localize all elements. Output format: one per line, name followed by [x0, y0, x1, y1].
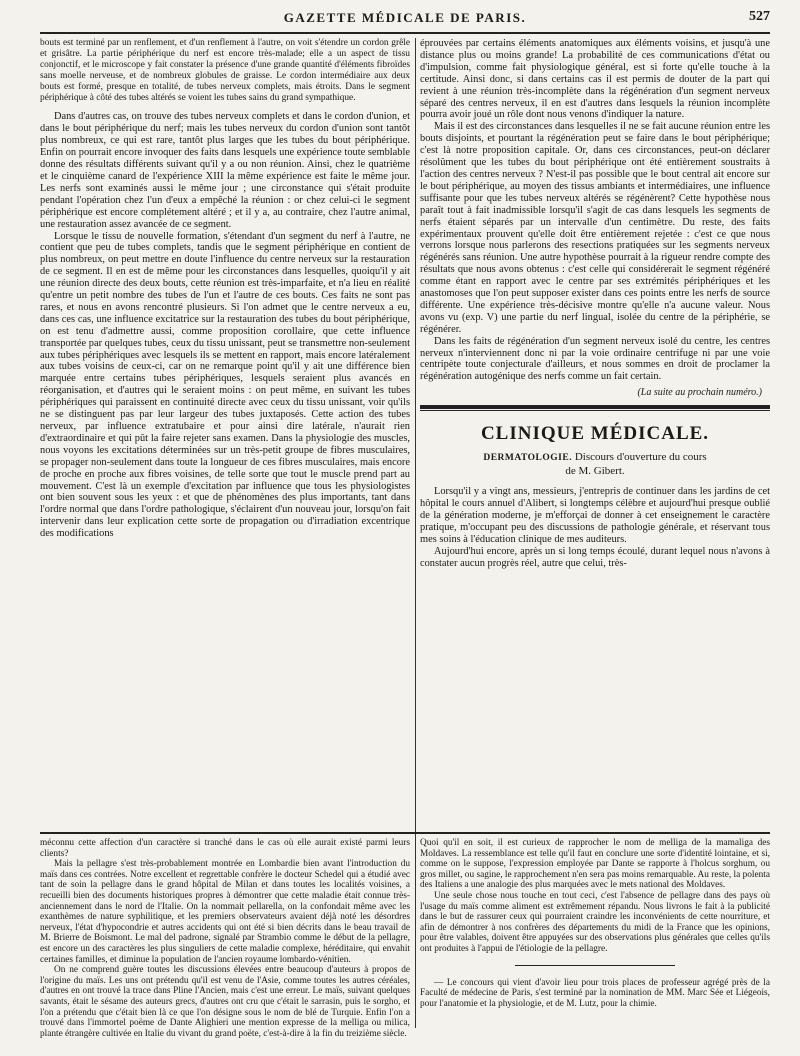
news-item: — Le concours qui vient d'avoir lieu pour trois places de professeur agrégé près de la Faculté de médecine de Paris, s'est terminé par la nomination de MM. Marc Sée et Liégeois, pour l'anatomie et la physiologie, et de M. Lutz, pour la chimie.	[420, 977, 770, 1009]
column-divider	[415, 38, 416, 1028]
article-column-right	[420, 38, 770, 830]
section-subtitle-line1: Discours d'ouverture du cours	[574, 451, 707, 464]
news-separator	[515, 965, 675, 966]
paragraph: Dans les faits de régénération d'un segment nerveux isolé du centre, les centres nerveux n'interviennent donc ni par la voie ordinaire centrifuge ni par une voie centripète toute conjecturale d'ailleurs, et nous sommes en droit de proclamer la régénération autogénique des nerfs comme un fait certain.	[420, 335, 770, 383]
page-divider	[40, 832, 770, 834]
paragraph: Une seule chose nous touche en tout ceci, c'est l'absence de pellagre dans des pays où l'usage du maïs comme aliment est extrêmement répandu. Nous livrons le fait à la publicité dans le but de rassurer ceux qui pourraient craindre les inconvénients de cette nourriture, et afin de démontrer à nos confrères des départements du midi de la France que les opinions, pour être valables, doivent être appuyées sur des observations plus générales que celles qu'ils ont produites à l'appui de l'étiologie de la pellagre.	[420, 890, 770, 954]
paragraph: Mais il est des circonstances dans lesquelles il ne se fait aucune réunion entre les bouts disjoints, et pourtant la régénération peut se faire dans le bout périphérique; c'est là notre proposition capitale. Or, dans ces circonstances, peut-on déclarer résolûment que les tubes du bout périphérique ont été entièrement soustraits à l'action des centres nerveux ? N'est-il pas possible que le bout central ait encore sur le bout périphérique, au moyen des tissus ambiants et intermédiaires, une influence suffisante pour que les tubes nerveux altérés se régénèrent? Cette hypothèse nous paraît tout à fait inadmissible lorsqu'il s'agit de cas dans lesquels les segments de nerfs étaient séparés par un intervalle d'un centimètre. Du reste, des faits expérimentaux prouvent qu'elle doit être entièrement rejetée : c'est ce que nous verrons lorsque nous parlerons des resections pratiquées sur les segments nerveux régénérés sans réunion. Une autre hypothèse pourrait à la rigueur rendre compte des résultats que nous avons obtenus : c'est celle qui considérerait le segment régénéré comme étant en rapport avec le centre par ses extrémités périphériques et les anastomoses que l'on peut supposer exister dans ces points entre les nerfs de source différente. Une expérience très-décisive montre qu'elle n'a aucune valeur. Nous avons vu (exp. V) une partie du nerf lingual, isolée du centre de la périphérie, se régénérer.	[420, 121, 770, 335]
feuilleton-column-right	[420, 838, 770, 1038]
paragraph: méconnu cette affection d'un caractère si tranché dans le cas où elle aurait existé parmi leurs clients?	[40, 838, 410, 859]
paragraph: Quoi qu'il en soit, il est curieux de rapprocher le nom de melliga de la mamaliga des Moldaves. La ressemblance est telle qu'il faut en conclure une sorte d'identité lointaine, et si, comme on le suppose, l'expression employée par Dante se rapporte à l'holcus sorghum, ou gros millet, ou sagine, le rapprochement n'en sera pas moins remarquable. Au reste, la polenta des Italiens a une analogie des plus marquées avec le mets national des Moldaves.	[420, 838, 770, 891]
section-subtitle	[420, 451, 770, 478]
section-keyword: DERMATOLOGIE.	[483, 453, 573, 464]
running-head	[40, 4, 770, 34]
paragraph: Aujourd'hui encore, après un si long temps écoulé, durant lequel nous n'avons à constater aucun progrès réel, autre que celui, très-	[420, 545, 770, 569]
continued-note: (La suite au prochain numéro.)	[637, 387, 762, 399]
section-rule-thick	[420, 405, 770, 409]
paragraph: Lorsque le tissu de nouvelle formation, s'étendant d'un segment du nerf à l'autre, ne contient que peu de tubes complets, tandis que le segment périphérique en contient de plus nombreux, on peut mettre en doute l'influence du centre nerveux sur la restauration de ce segment. Il en est de même pour les circonstances dans lesquelles, quoiqu'il y ait une réunion directe des deux bouts, cette réunion est très-imparfaite, et n'a lieu en réalité qu'entre un petit nombre des tubes de l'un et l'autre de ces bouts. Ces faits ne sont pas rares, et nous en avons rencontré plusieurs. Si l'on admet que le centre nerveux a eu, dans ces cas, une influence excitatrice sur la restauration des tubes du bout périphérique, on est tenu d'admettre aussi, comme proposition corollaire, que cette influence transportée par quelques tubes, ceux du tissu unissant, peut se transmettre non-seulement aux tubes périphériques avec lesquels ils se mettent en rapport, mais encore latéralement aux tubes voisins de ceux-ci, car on ne remarque point qu'il y ait une différence bien marquée entre certains tubes périphériques, lesquels seraient plus avancés en réorganisation, et d'autres qui le seraient moins : on peut même, en suivant les tubes périphériques qui paraissent en continuité directe avec ceux du tissu unissant, voir qu'ils ne se distinguent pas par leur largeur des tubes juxtaposés. Cette action des tubes nerveux, par influence extratubaire et pour ainsi dire latérale, n'aurait rien d'extraordinaire et qui pût la faire rejeter sans examen. Dans la physiologie des muscles, nous voyons les excitations déterminées sur un très-petit groupe de fibres musculaires, se propager non-seulement dans toute la longueur de ces fibres musculaires, mais encore de proche en proche aux fibres voisines, de telle sorte que tout le muscle prend part au mouvement. C'est là un exemple d'excitation par influence que tous les physiologistes ont bien souvent sous les yeux : et que de phénomènes des plus importants, tant dans l'ordre normal que dans l'ordre pathologique, s'éclairent d'un nouveau jour, lorsqu'on fait intervenir dans leur explication cette sorte de propagation ou d'irradiation excentrique des modifications	[40, 230, 410, 540]
section-subtitle-line2: de M. Gibert.	[565, 465, 625, 478]
article-column-left	[40, 38, 410, 830]
paragraph: Mais la pellagre s'est très-probablement montrée en Lombardie bien avant l'introduction du maïs dans ces contrées. Notre excellent et regrettable confrère le docteur Schedel qui a étudié avec tant de soin la pellagre dans le grand hôpital de Milan et dans toutes les localités voisines, a recueilli bien des documents historiques propres à démontrer que cette maladie était connue très-anciennement dans le nord de l'Italie. On la nommait pellarella, on la confondait même avec les exanthèmes de nature syphilitique, et les premiers observateurs avaient déjà noté les désordres nerveux, l'état d'hypocondrie et autres accidents qui ont été si bien décrits dans le beau travail de M. Brierre de Boismont. Le mal del padrone, signalé par Strambio comme le début de la pellagre, est encore un des caractères les plus singuliers de cette maladie complexe, héréditaire, qui envahit certaines familles, et diminue la population de l'ancien royaume lombardo-vénitien.	[40, 859, 410, 965]
paragraph: Dans d'autres cas, on trouve des tubes nerveux complets et dans le cordon d'union, et dans le bout périphérique du nerf; mais les tubes nerveux du cordon d'union sont tantôt plus nombreux, ce qui est rare, tantôt plus larges que les tubes du bout périphérique. Enfin on pourrait encore invoquer des faits dans lesquels une expérience toute semblable donne des résultats différents suivant qu'il y a ou non réunion. Ainsi, chez le quatrième et le cinquième canard de l'expérience XIII la même expérience est faite le même jour. Les nerfs sont examinés aussi le même jour ; une circonstance qui s'était produite pendant l'opération chez l'un d'eux a empêché la réunion : or chez celui-ci le segment périphérique est encore complétement altéré ; et il y a, au contraire, chez l'autre animal, une restauration assez avancée de ce segment.	[40, 111, 410, 230]
section-title: CLINIQUE MÉDICALE.	[480, 423, 710, 445]
paragraph: On ne comprend guère toutes les discussions élevées entre beaucoup d'auteurs à propos de l'origine du maïs. Les uns ont prétendu qu'il est venu de l'Asie, comme toutes les autres céréales, d'autres en ont trouvé la trace dans Pline l'Ancien, mais c'est une erreur. Le maïs, suivant quelques savants, était le sésame des auteurs grecs, d'autres ont cru que c'était le sarrasin, puis le sorgho, et l'on a prétendu que c'était bien là ce que l'on désigne sous le nom de blé de Turquie. Enfin l'on a trouvé dans l'immortel poëme de Dante Alighieri une mention expresse de la melliga ou milica, plante étrangère cultivée en Italie du vivant du grand poëte, c'est-à-dire à la fin du treizième siècle.	[40, 965, 410, 1038]
section-rule-thin	[420, 410, 770, 411]
journal-title: GAZETTE MÉDICALE DE PARIS.	[283, 10, 527, 25]
paragraph: éprouvées par certains éléments anatomiques aux éléments voisins, et jusqu'à une distance plus ou moins grande! La probabilité de ces communications d'état ou d'impulsion, comme fait physiologique général, est si forte qu'elle touche à la certitude. Ainsi donc, si dans certains cas il est permis de douter de la part qui revient à une réunion très-incomplète dans la régénération d'un segment nerveux séparé des centres nerveux, il en est d'autres dans lesquels la réunion incomplète pourra avoir joué un rôle dont nous venons d'indiquer la nature.	[420, 38, 770, 121]
page-number: 527	[749, 9, 770, 24]
paragraph: Lorsqu'il y a vingt ans, messieurs, j'entrepris de continuer dans les jardins de cet hôpital le cours annuel d'Alibert, si longtemps célèbre et aujourd'hui presque oublié de la génération moderne, je m'efforçai de donner à cet enseignement le caractère pratique, m'occupant peu des discussions de pathologie générale, et réservant tous mes soins à l'éducation clinique de mes auditeurs.	[420, 486, 770, 545]
paragraph: bouts est terminé par un renflement, et d'un renflement à l'autre, on voit s'étendre un cordon grêle et grisâtre. La partie périphérique du nerf est encore très-malade; elle a un aspect de tissu conjonctif, et le microscope y fait constater la présence d'une grande quantité d'éléments fibroïdes sans moelle nerveuse, et de nombreux globules de graisse. Le cordon intermédiaire aux deux bouts est formé, presque en totalité, de tubes nerveux complets, mais étroits. Dans le segment périphérique à côté des tubes altérés se voient les tubes sains du grand sympathique.	[40, 38, 410, 103]
feuilleton-column-left	[40, 838, 410, 1038]
